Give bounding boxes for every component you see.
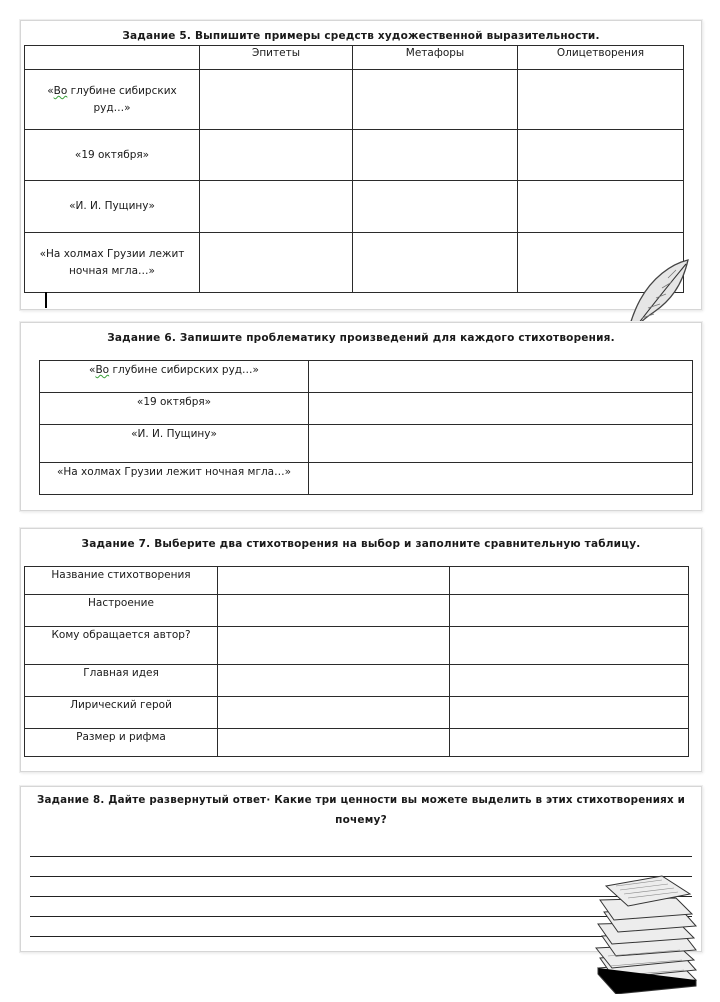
task5-cell-metaphors[interactable] [353,181,518,233]
task5-row-label: «На холмах Грузии лежит ночная мгла…» [25,233,200,293]
paper-stack-icon [592,872,704,994]
task7-cell-poem1[interactable] [218,729,450,757]
task5-col-personifications: Олицетворения [518,46,684,70]
task6-answer-cell[interactable] [309,463,693,495]
task5-title: Задание 5. Выпишите примеры средств художественной выразительности. [122,30,600,42]
task7-row-label: Главная идея [25,665,218,697]
task7-row [25,697,689,729]
task5-row-label: «И. И. Пущину» [25,181,200,233]
task5-row [25,70,684,130]
task6-row-label: «19 октября» [40,393,309,425]
task5-cell-personifications[interactable] [518,181,684,233]
task7-cell-poem1[interactable] [218,567,450,595]
task6-row [40,463,693,495]
task6-answer-cell[interactable] [309,425,693,463]
task5-col-epithets: Эпитеты [200,46,353,70]
task5-cell-metaphors[interactable] [353,130,518,181]
task5-row [25,130,684,181]
task7-cell-poem1[interactable] [218,697,450,729]
task7-row [25,595,689,627]
task5-row [25,181,684,233]
task5-cell-metaphors[interactable] [353,70,518,130]
task7-row [25,567,689,595]
task5-row-label [25,70,200,130]
task5-row [25,233,684,293]
task7-row-label: Кому обращается автор? [25,627,218,665]
task6-title: Задание 6. Запишите проблематику произведений для каждого стихотворения. [107,332,615,344]
task7-cell-poem1[interactable] [218,627,450,665]
task5-cell-epithets[interactable] [200,181,353,233]
task6-row-label [40,361,309,393]
task6-table [39,360,693,495]
task5-cell-personifications[interactable] [518,130,684,181]
task5-cell-epithets[interactable] [200,130,353,181]
task7-cell-poem2[interactable] [450,595,689,627]
task7-row-label: Название стихотворения [25,567,218,595]
task7-cell-poem1[interactable] [218,665,450,697]
task6-answer-cell[interactable] [309,361,693,393]
spellcheck-underlined-word: Во [95,364,110,376]
task5-cell-metaphors[interactable] [353,233,518,293]
task6-row [40,393,693,425]
row-label-rest: глубине сибирских руд…» [109,364,259,376]
task5-header-row [25,46,684,70]
task6-row [40,361,693,393]
task8-title-line2: почему? [335,814,387,826]
task8-title-line1: Задание 8. Дайте развернутый ответ· Какие три ценности вы можете выделить в этих стихотворениях и [36,794,686,806]
task6-row [40,425,693,463]
task7-cell-poem2[interactable] [450,729,689,757]
task5-cell-epithets[interactable] [200,233,353,293]
task5-row-label: «19 октября» [25,130,200,181]
task7-row-label: Размер и рифма [25,729,218,757]
task5-cell-epithets[interactable] [200,70,353,130]
task7-table [24,566,689,757]
answer-line[interactable] [30,837,692,857]
task7-cell-poem1[interactable] [218,595,450,627]
row-label-rest: глубине сибирских руд…» [67,85,177,114]
task7-cell-poem2[interactable] [450,665,689,697]
task7-row [25,729,689,757]
task7-row-label: Настроение [25,595,218,627]
task7-row-label: Лирический герой [25,697,218,729]
task7-row [25,665,689,697]
task6-row-label: «На холмах Грузии лежит ночная мгла…» [40,463,309,495]
task5-cell-personifications[interactable] [518,70,684,130]
task7-row [25,627,689,665]
task7-cell-poem2[interactable] [450,567,689,595]
task7-cell-poem2[interactable] [450,627,689,665]
task5-table [24,45,684,293]
task7-cell-poem2[interactable] [450,697,689,729]
task5-col-metaphors: Метафоры [353,46,518,70]
task6-row-label: «И. И. Пущину» [40,425,309,463]
row-label-prefix: « [89,364,96,376]
task5-col-blank [25,46,200,70]
row-label-prefix: « [47,85,54,98]
spellcheck-underlined-word: Во [53,85,68,98]
task7-title: Задание 7. Выберите два стихотворения на выбор и заполните сравнительную таблицу. [81,538,641,550]
task6-answer-cell[interactable] [309,393,693,425]
text-cursor [45,292,47,308]
